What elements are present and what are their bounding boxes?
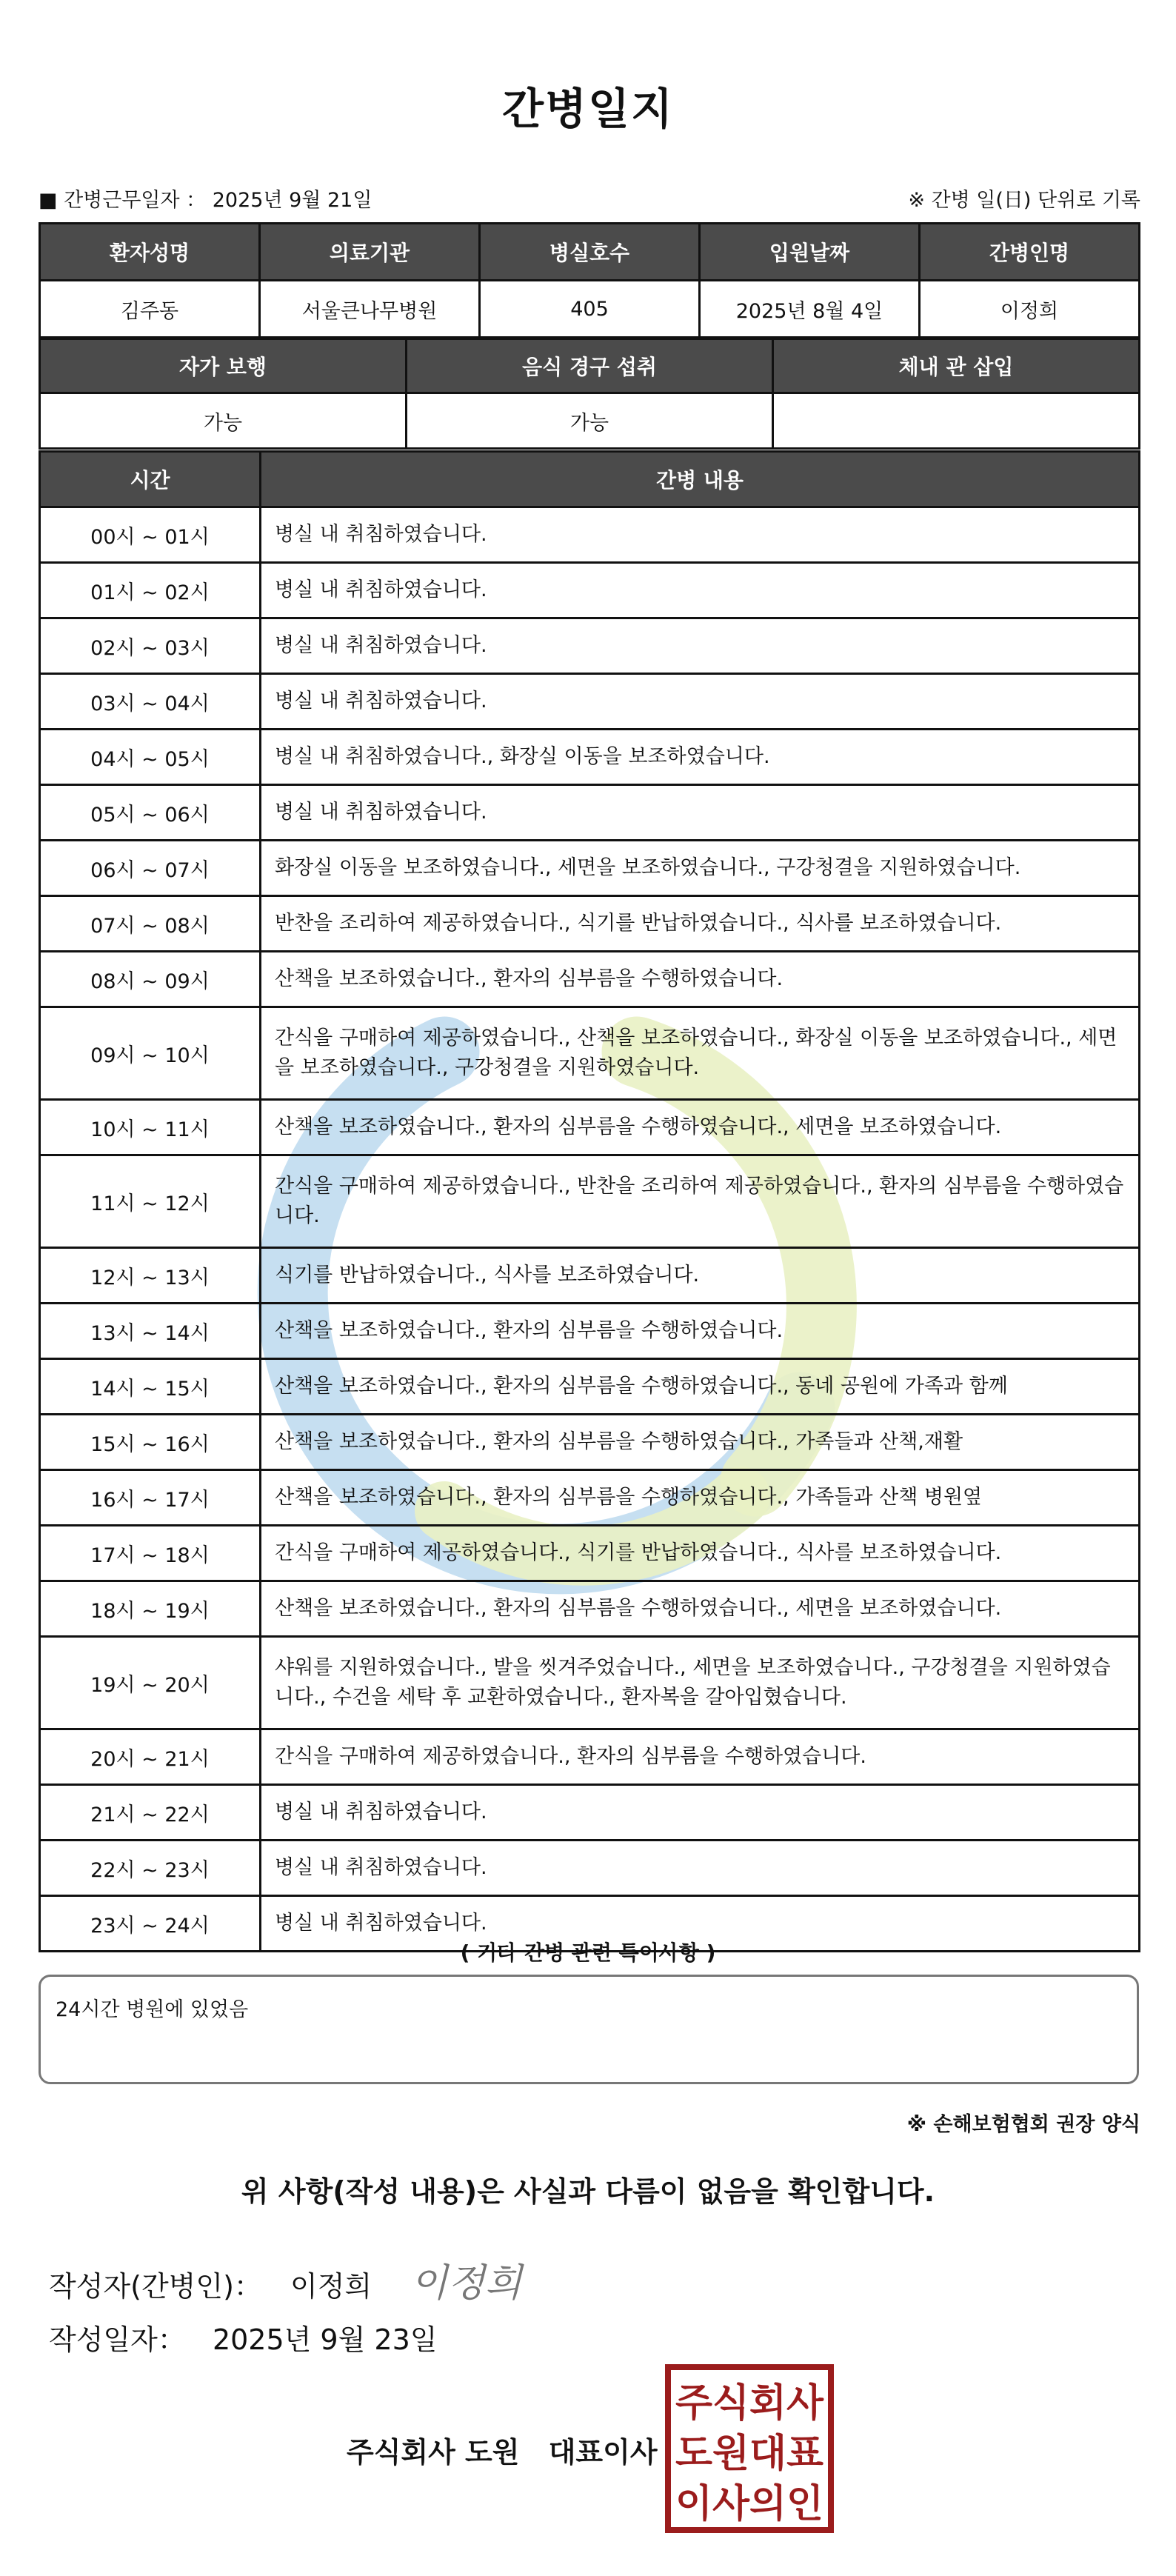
row-time: 06시 ~ 07시 <box>40 841 261 896</box>
row-content: 샤워를 지원하였습니다., 발을 씻겨주었습니다., 세면을 보조하였습니다., 구강청결을 지원하였습니다., 수건을 세탁 후 교환하였습니다., 환자복을 갈아입혔습니다. <box>261 1637 1140 1729</box>
row-content: 산책을 보조하였습니다., 환자의 심부름을 수행하였습니다. <box>261 1304 1140 1359</box>
notes-box <box>39 1975 1139 2084</box>
tube-value <box>773 393 1140 449</box>
row-content: 화장실 이동을 보조하였습니다., 세면을 보조하였습니다., 구강청결을 지원하였습니다. <box>261 841 1140 896</box>
header-time: 시간 <box>40 452 261 507</box>
row-time: 03시 ~ 04시 <box>40 674 261 730</box>
admission-date: 2025년 8월 4일 <box>700 281 920 338</box>
company-name: 주식회사 도원 <box>347 2436 520 2469</box>
header-oral-intake: 음식 경구 섭취 <box>407 339 773 393</box>
row-time: 19시 ~ 20시 <box>40 1637 261 1729</box>
header-room: 병실호수 <box>480 224 700 281</box>
row-content: 병실 내 취침하였습니다. <box>261 674 1140 730</box>
writer-name: 이정희 <box>290 2270 372 2303</box>
table-row <box>40 952 1140 1007</box>
table-row <box>40 896 1140 952</box>
row-content: 병실 내 취침하였습니다. <box>261 1841 1140 1896</box>
row-time: 16시 ~ 17시 <box>40 1470 261 1526</box>
row-time: 15시 ~ 16시 <box>40 1415 261 1470</box>
table-row <box>40 618 1140 674</box>
row-time: 12시 ~ 13시 <box>40 1248 261 1304</box>
written-date-value: 2025년 9월 23일 <box>212 2323 438 2356</box>
seal-line-2: 도원대표 <box>675 2432 823 2476</box>
recommendation-note: ※ 손해보험협회 권장 양식 <box>906 2113 1140 2136</box>
table-row <box>40 1007 1140 1100</box>
table-row <box>40 785 1140 841</box>
row-time: 13시 ~ 14시 <box>40 1304 261 1359</box>
row-content: 간식을 구매하여 제공하였습니다., 반찬을 조리하여 제공하였습니다., 환자의 심부름을 수행하였습니다. <box>261 1155 1140 1248</box>
row-content: 병실 내 취침하였습니다. <box>261 507 1140 563</box>
row-content: 반찬을 조리하여 제공하였습니다., 식기를 반납하였습니다., 식사를 보조하였습니다. <box>261 896 1140 952</box>
table-row <box>40 1470 1140 1526</box>
row-content: 간식을 구매하여 제공하였습니다., 식기를 반납하였습니다., 식사를 보조하였습니다. <box>261 1526 1140 1581</box>
writer-signature: 이정희 <box>410 2261 522 2306</box>
caregiver-name: 이정희 <box>920 281 1140 338</box>
unit-note: ※ 간병 일(日) 단위로 기록 <box>908 189 1140 212</box>
row-time: 20시 ~ 21시 <box>40 1729 261 1785</box>
row-time: 11시 ~ 12시 <box>40 1155 261 1248</box>
row-time: 08시 ~ 09시 <box>40 952 261 1007</box>
row-content: 산책을 보조하였습니다., 환자의 심부름을 수행하였습니다., 세면을 보조하였습니다. <box>261 1100 1140 1155</box>
row-content: 산책을 보조하였습니다., 환자의 심부름을 수행하였습니다. <box>261 952 1140 1007</box>
row-content: 산책을 보조하였습니다., 환자의 심부름을 수행하였습니다., 가족들과 산책 병원옆 <box>261 1470 1140 1526</box>
patient-info-table <box>39 222 1140 338</box>
row-time: 21시 ~ 22시 <box>40 1785 261 1841</box>
row-content: 산책을 보조하였습니다., 환자의 심부름을 수행하였습니다., 세면을 보조하였습니다. <box>261 1581 1140 1637</box>
confirm-statement: 위 사항(작성 내용)은 사실과 다름이 없음을 확인합니다. <box>241 2175 935 2208</box>
row-content: 병실 내 취침하였습니다. <box>261 1785 1140 1841</box>
row-content: 간식을 구매하여 제공하였습니다., 산책을 보조하였습니다., 화장실 이동을 보조하였습니다., 세면을 보조하였습니다., 구강청결을 지원하였습니다. <box>261 1007 1140 1100</box>
care-log-table <box>39 450 1140 1952</box>
table-row <box>40 674 1140 730</box>
table-row <box>40 1304 1140 1359</box>
seal-line-1: 주식회사 <box>675 2381 824 2426</box>
header-content: 간병 내용 <box>261 452 1140 507</box>
table-row <box>40 1100 1140 1155</box>
row-content: 병실 내 취침하였습니다., 화장실 이동을 보조하였습니다. <box>261 730 1140 785</box>
hospital-name: 서울큰나무병원 <box>260 281 480 338</box>
row-time: 02시 ~ 03시 <box>40 618 261 674</box>
room-number: 405 <box>480 281 700 338</box>
walking-value: 가능 <box>40 393 407 449</box>
seal-line-3: 이사의인 <box>675 2482 823 2526</box>
table-row <box>40 841 1140 896</box>
row-time: 14시 ~ 15시 <box>40 1359 261 1415</box>
table-row <box>40 730 1140 785</box>
row-content: 병실 내 취침하였습니다. <box>261 618 1140 674</box>
table-row <box>40 1415 1140 1470</box>
table-row <box>40 507 1140 563</box>
writer-line <box>49 2252 522 2307</box>
table-row <box>40 1248 1140 1304</box>
oral-intake-value: 가능 <box>407 393 773 449</box>
table-row <box>40 1637 1140 1729</box>
header-hospital: 의료기관 <box>260 224 480 281</box>
row-content: 식기를 반납하였습니다., 식사를 보조하였습니다. <box>261 1248 1140 1304</box>
table-row <box>40 1155 1140 1248</box>
condition-table <box>39 338 1140 450</box>
row-time: 18시 ~ 19시 <box>40 1581 261 1637</box>
row-time: 10시 ~ 11시 <box>40 1100 261 1155</box>
row-content: 산책을 보조하였습니다., 환자의 심부름을 수행하였습니다., 가족들과 산책,재활 <box>261 1415 1140 1470</box>
page-title: 간병일지 <box>501 84 675 134</box>
row-time: 07시 ~ 08시 <box>40 896 261 952</box>
writer-label: 작성자(간병인)： <box>49 2270 262 2303</box>
header-tube: 체내 관 삽입 <box>773 339 1140 393</box>
notes-text: 24시간 병원에 있었음 <box>56 1998 249 2021</box>
row-time: 23시 ~ 24시 <box>40 1896 261 1952</box>
row-time: 00시 ~ 01시 <box>40 507 261 563</box>
table-row <box>40 1785 1140 1841</box>
work-date: ■ 간병근무일자 ： 2025년 9월 21일 <box>39 189 372 212</box>
row-time: 22시 ~ 23시 <box>40 1841 261 1896</box>
row-time: 09시 ~ 10시 <box>40 1007 261 1100</box>
row-time: 17시 ~ 18시 <box>40 1526 261 1581</box>
company-seal <box>665 2364 834 2533</box>
row-content: 간식을 구매하여 제공하였습니다., 환자의 심부름을 수행하였습니다. <box>261 1729 1140 1785</box>
row-time: 05시 ~ 06시 <box>40 785 261 841</box>
patient-name: 김주동 <box>40 281 260 338</box>
company-line <box>347 2429 658 2470</box>
written-date-line <box>49 2317 437 2358</box>
row-time: 04시 ~ 05시 <box>40 730 261 785</box>
table-row <box>40 1841 1140 1896</box>
written-date-label: 작성일자： <box>49 2323 186 2356</box>
row-content: 병실 내 취침하였습니다. <box>261 1896 1140 1952</box>
row-content: 산책을 보조하였습니다., 환자의 심부름을 수행하였습니다., 동네 공원에 가족과 함께 <box>261 1359 1140 1415</box>
table-row <box>40 1729 1140 1785</box>
row-time: 01시 ~ 02시 <box>40 563 261 618</box>
header-caregiver: 간병인명 <box>920 224 1140 281</box>
header-walking: 자가 보행 <box>40 339 407 393</box>
company-title: 대표이사 <box>548 2436 658 2469</box>
table-row <box>40 1526 1140 1581</box>
notes-title: ( 기타 간병 관련 특이사항 ) <box>460 1941 716 1965</box>
header-patient-name: 환자성명 <box>40 224 260 281</box>
row-content: 병실 내 취침하였습니다. <box>261 563 1140 618</box>
table-row <box>40 563 1140 618</box>
table-row <box>40 1359 1140 1415</box>
row-content: 병실 내 취침하였습니다. <box>261 785 1140 841</box>
header-admission-date: 입원날짜 <box>700 224 920 281</box>
table-row <box>40 1581 1140 1637</box>
